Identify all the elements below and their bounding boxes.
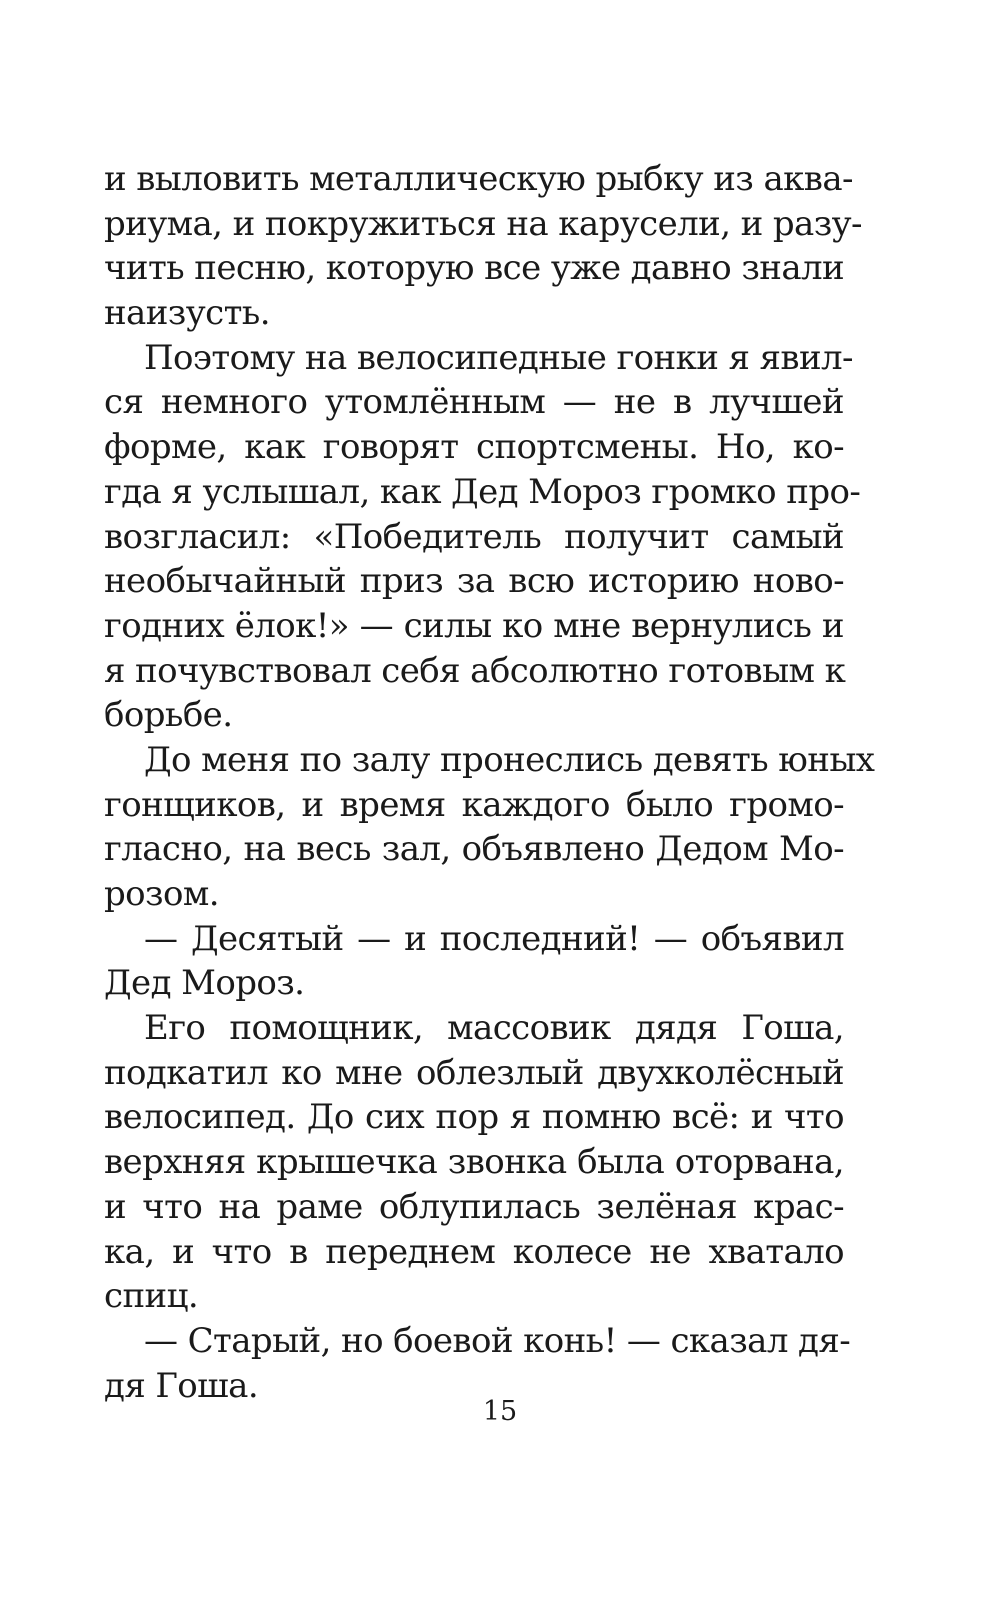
- text-line: риума, и покружиться на карусели, и разу-: [104, 203, 862, 244]
- paragraph-first-line: Поэтому на велосипедные гонки я явил-: [144, 337, 853, 378]
- text-line: верхняя крышечка звонка была оторвана,: [104, 1142, 844, 1183]
- text-line: розом.: [104, 874, 219, 914]
- text-line: борьбе.: [104, 695, 233, 736]
- paragraph-first-line: Его помощник, массовик дядя Гоша,: [144, 1008, 844, 1049]
- text-line: и что на раме облупилась зелёная крас-: [104, 1186, 844, 1227]
- text-line: ся немного утомлённым — не в лучшей: [104, 382, 844, 423]
- page-number: 15: [482, 1396, 518, 1427]
- body-text: [104, 157, 875, 1408]
- text-line: форме, как говорят спортсмены. Но, ко-: [104, 427, 844, 468]
- paragraph-first-line: До меня по залу пронеслись девять юных: [144, 739, 875, 780]
- dialogue-line: — Десятый — и последний! — объявил: [144, 918, 844, 959]
- text-line: наизусть.: [104, 293, 270, 334]
- text-line: подкатил ко мне облезлый двухколёсный: [104, 1052, 844, 1093]
- text-line: возгласил: «Победитель получит самый: [104, 516, 844, 557]
- text-line: чить песню, которую все уже давно знали: [104, 248, 845, 289]
- text-line: необычайный приз за всю историю ново-: [104, 561, 844, 602]
- text-line: Дед Мороз.: [104, 963, 305, 1004]
- text-line: гда я услышал, как Дед Мороз громко про-: [104, 471, 861, 512]
- text-line: годних ёлок!» — силы ко мне вернулись и: [104, 605, 844, 646]
- text-line: я почувствовал себя абсолютно готовым к: [104, 650, 846, 691]
- text-line: и выловить металлическую рыбку из аква-: [104, 159, 853, 199]
- dialogue-line: — Старый, но боевой конь! — сказал дя-: [144, 1320, 851, 1361]
- text-line: дя Гоша.: [104, 1365, 259, 1406]
- text-line: велосипед. До сих пор я помню всё: и что: [104, 1097, 844, 1138]
- text-line: ка, и что в переднем колесе не хватало: [104, 1231, 844, 1272]
- text-line: гонщиков, и время каждого было громо-: [104, 784, 844, 825]
- text-line: гласно, на весь зал, объявлено Дедом Мо-: [104, 829, 844, 870]
- text-line: спиц.: [104, 1276, 199, 1317]
